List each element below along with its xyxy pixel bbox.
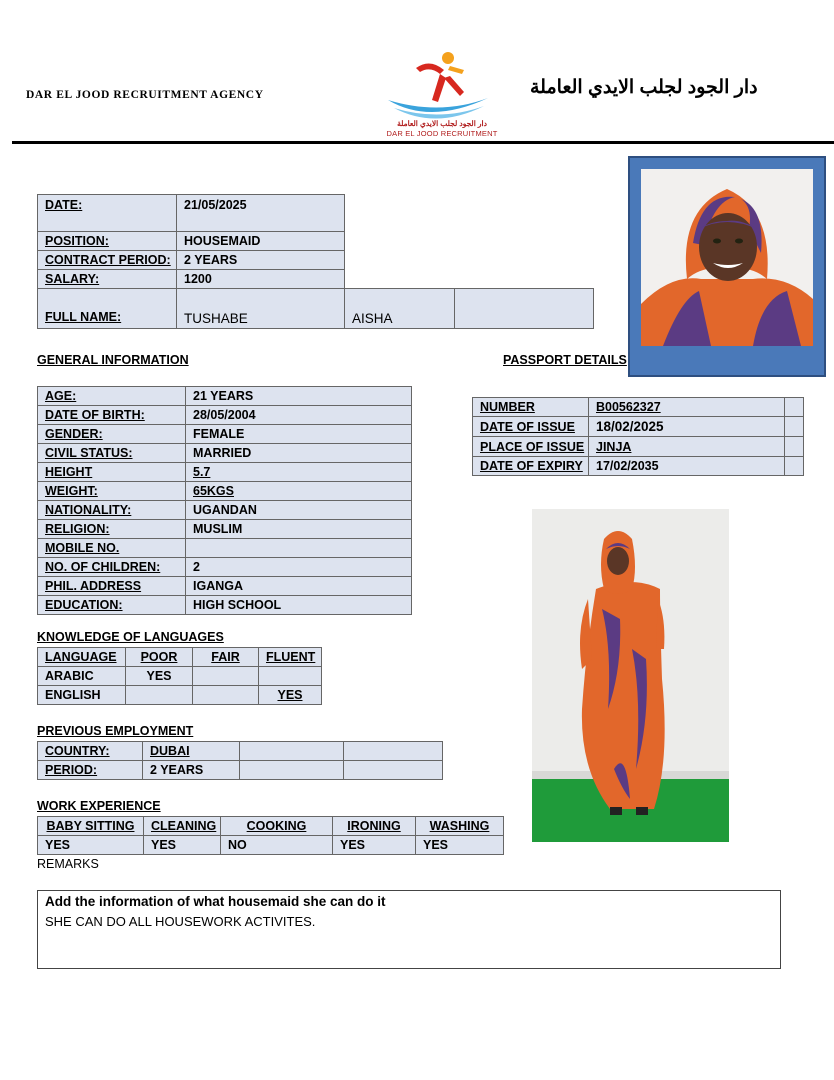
dob-label: DATE OF BIRTH: [38, 406, 186, 425]
issue-date-value: 18/02/2025 [589, 417, 785, 437]
period-label: PERIOD: [38, 761, 143, 780]
nationality-label: NATIONALITY: [38, 501, 186, 520]
general-info-table [37, 386, 412, 615]
skill-header-cooking: COOKING [221, 817, 333, 836]
expiry-date-value: 17/02/2035 [589, 457, 785, 476]
lang-header-poor: POOR [126, 648, 193, 667]
date-value: 21/05/2025 [177, 195, 345, 232]
date-label: DATE: [38, 195, 177, 232]
remarks-label: REMARKS [37, 857, 99, 871]
contract-period-label: CONTRACT PERIOD: [38, 251, 177, 270]
lang-header-fluent: FLUENT [259, 648, 322, 667]
weight-value: 65KGS [186, 482, 412, 501]
lang-header-language: LANGUAGE [38, 648, 126, 667]
position-value: HOUSEMAID [177, 232, 345, 251]
full-name-label: FULL NAME: [38, 289, 177, 329]
gender-value: FEMALE [186, 425, 412, 444]
children-value: 2 [186, 558, 412, 577]
mobile-label: MOBILE NO. [38, 539, 186, 558]
lang-arabic-name: ARABIC [38, 667, 126, 686]
skill-header-cleaning: CLEANING [144, 817, 221, 836]
age-value: 21 YEARS [186, 387, 412, 406]
header-divider [12, 141, 834, 144]
mobile-value [186, 539, 412, 558]
lang-arabic-fluent [259, 667, 322, 686]
languages-table [37, 647, 322, 705]
languages-title: KNOWLEDGE OF LANGUAGES [37, 630, 224, 644]
height-label: HEIGHT [38, 463, 186, 482]
skill-value-cooking: NO [221, 836, 333, 855]
issue-date-label: DATE OF ISSUE [473, 417, 589, 437]
work-experience-title: WORK EXPERIENCE [37, 799, 161, 813]
skill-value-ironing: YES [333, 836, 416, 855]
agency-name-en: DAR EL JOOD RECRUITMENT AGENCY [26, 89, 264, 101]
passport-number-label: NUMBER [473, 398, 589, 417]
weight-label: WEIGHT: [38, 482, 186, 501]
lang-english-name: ENGLISH [38, 686, 126, 705]
passport-table [472, 397, 804, 476]
address-value: IGANGA [186, 577, 412, 596]
remarks-heading: Add the information of what housemaid she can do it [45, 894, 386, 909]
name-extra-cell [455, 289, 594, 329]
previous-employment-title: PREVIOUS EMPLOYMENT [37, 724, 194, 738]
education-label: EDUCATION: [38, 596, 186, 615]
civil-status-label: CIVIL STATUS: [38, 444, 186, 463]
agency-name-ar: دار الجود لجلب الايدي العاملة [530, 77, 758, 98]
education-value: HIGH SCHOOL [186, 596, 412, 615]
previous-employment-table [37, 741, 443, 780]
lang-english-fluent: YES [259, 686, 322, 705]
skill-header-baby-sitting: BABY SITTING [38, 817, 144, 836]
last-name-value: AISHA [345, 289, 455, 329]
issue-place-label: PLACE OF ISSUE [473, 437, 589, 457]
country-value: DUBAI [143, 742, 240, 761]
lang-arabic-poor: YES [126, 667, 193, 686]
issue-place-value: JINJA [589, 437, 785, 457]
skill-header-ironing: IRONING [333, 817, 416, 836]
age-label: AGE: [38, 387, 186, 406]
passport-details-title: PASSPORT DETAILS [503, 353, 627, 367]
contract-period-value: 2 YEARS [177, 251, 345, 270]
skill-header-washing: WASHING [416, 817, 504, 836]
lang-arabic-fair [193, 667, 259, 686]
portrait-photo [641, 169, 813, 346]
remarks-box [37, 890, 781, 969]
skill-value-cleaning: YES [144, 836, 221, 855]
nationality-value: UGANDAN [186, 501, 412, 520]
civil-status-value: MARRIED [186, 444, 412, 463]
salary-label: SALARY: [38, 270, 177, 289]
passport-number-value: B00562327 [589, 398, 785, 417]
height-value: 5.7 [186, 463, 412, 482]
religion-value: MUSLIM [186, 520, 412, 539]
lang-english-poor [126, 686, 193, 705]
work-experience-table [37, 816, 504, 855]
lang-header-fair: FAIR [193, 648, 259, 667]
dob-value: 28/05/2004 [186, 406, 412, 425]
first-name-value: TUSHABE [177, 289, 345, 329]
position-label: POSITION: [38, 232, 177, 251]
skill-value-baby-sitting: YES [38, 836, 144, 855]
skill-value-washing: YES [416, 836, 504, 855]
country-label: COUNTRY: [38, 742, 143, 761]
portrait-photo-frame [628, 156, 826, 377]
full-body-photo [532, 509, 729, 842]
gender-label: GENDER: [38, 425, 186, 444]
general-info-title: GENERAL INFORMATION [37, 353, 189, 367]
lang-english-fair [193, 686, 259, 705]
address-label: PHIL. ADDRESS [38, 577, 186, 596]
full-body-photo-frame [532, 509, 729, 842]
logo-arabic-text: دار الجود لجلب الايدي العاملة [397, 119, 487, 128]
period-value: 2 YEARS [143, 761, 240, 780]
job-details-table [37, 194, 594, 329]
logo-english-text: DAR EL JOOD RECRUITMENT [386, 129, 498, 138]
children-label: NO. OF CHILDREN: [38, 558, 186, 577]
remarks-text: SHE CAN DO ALL HOUSEWORK ACTIVITES. [45, 914, 316, 929]
expiry-date-label: DATE OF EXPIRY [473, 457, 589, 476]
religion-label: RELIGION: [38, 520, 186, 539]
salary-value: 1200 [177, 270, 345, 289]
